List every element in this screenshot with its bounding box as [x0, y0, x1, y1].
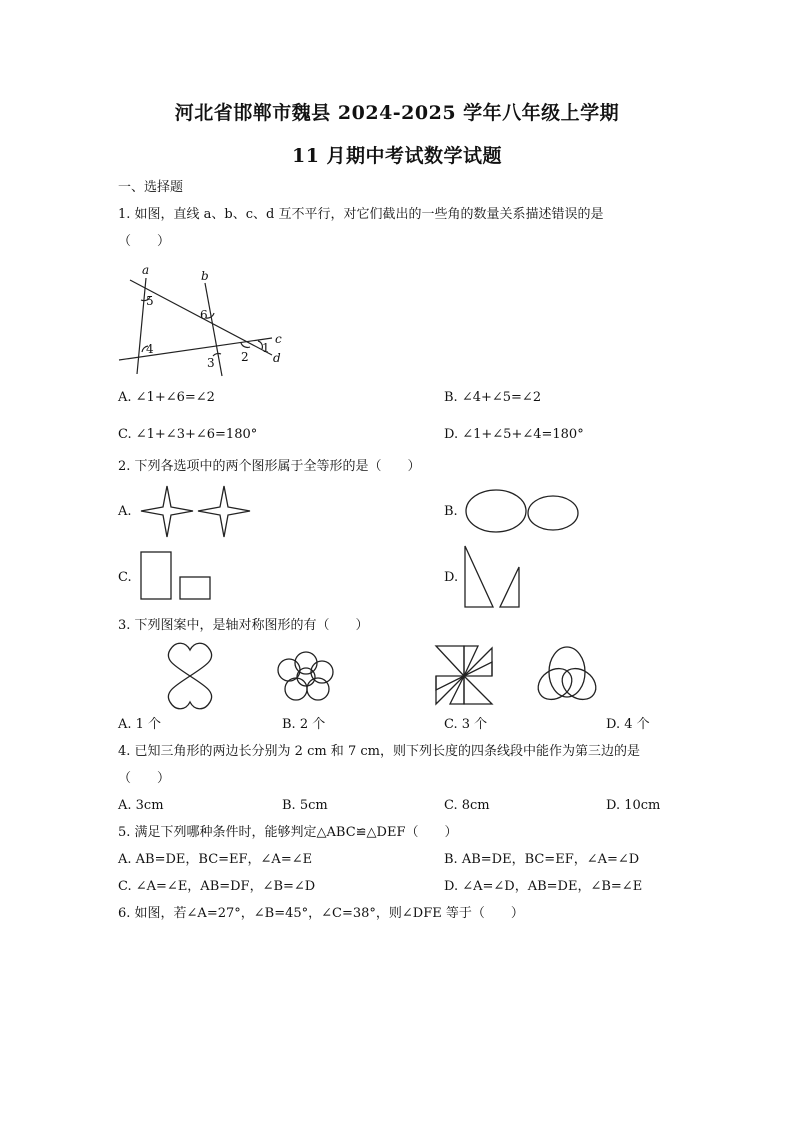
- q1-option-c[interactable]: C. ∠1+∠3+∠6=180°: [118, 427, 258, 442]
- label-6: 6: [200, 308, 208, 322]
- document-title-line2: 11 月期中考试数学试题: [291, 145, 503, 167]
- label-4: 4: [146, 342, 154, 356]
- q1-option-b[interactable]: B. ∠4+∠5=∠2: [444, 390, 542, 405]
- label-2: 2: [241, 350, 249, 364]
- q3-option-c[interactable]: C. 3 个: [444, 717, 488, 732]
- q1-paren: （ ）: [118, 234, 171, 249]
- q2-option-b[interactable]: B.: [444, 504, 458, 519]
- q1-stem: 1. 如图，直线 a、b、c、d 互不平行，对它们截出的一些角的数量关系描述错误的是: [118, 207, 604, 222]
- q4-option-d[interactable]: D. 10cm: [606, 798, 661, 813]
- q2-option-a[interactable]: A.: [118, 504, 132, 519]
- q3-stem: 3. 下列图案中，是轴对称图形的有（ ）: [118, 618, 369, 633]
- pattern-pinwheel: [436, 646, 492, 704]
- document-title-line1: 河北省邯郸市魏县 2024-2025 学年八年级上学期: [174, 102, 620, 124]
- q2-stem: 2. 下列各选项中的两个图形属于全等形的是（ ）: [118, 459, 421, 474]
- q4-option-a[interactable]: A. 3cm: [118, 798, 164, 813]
- q4-paren: （ ）: [118, 771, 171, 786]
- q5-stem: 5. 满足下列哪种条件时，能够判定△ABC≌△DEF（ ）: [118, 825, 458, 840]
- pattern-ovals: [532, 647, 602, 706]
- section-heading: 一、选择题: [118, 180, 184, 195]
- label-1: 1: [262, 341, 270, 355]
- label-b: b: [201, 269, 209, 283]
- label-c: c: [275, 332, 282, 346]
- q1-option-d[interactable]: D. ∠1+∠5+∠4=180°: [444, 427, 584, 442]
- q5-option-d[interactable]: D. ∠A=∠D，AB=DE，∠B=∠E: [444, 879, 643, 894]
- q3-option-a[interactable]: A. 1 个: [118, 717, 162, 732]
- q4-option-b[interactable]: B. 5cm: [282, 798, 328, 813]
- q2-option-c[interactable]: C.: [118, 570, 132, 585]
- q6-stem: 6. 如图，若∠A=27°，∠B=45°，∠C=38°，则∠DFE 等于（ ）: [118, 906, 524, 921]
- label-5: 5: [146, 294, 154, 308]
- q3-option-d[interactable]: D. 4 个: [606, 717, 650, 732]
- pattern-leaf: [168, 643, 211, 709]
- q3-option-b[interactable]: B. 2 个: [282, 717, 326, 732]
- q5-option-b[interactable]: B. AB=DE，BC=EF，∠A=∠D: [444, 852, 640, 867]
- q5-option-a[interactable]: A. AB=DE，BC=EF，∠A=∠E: [118, 852, 313, 867]
- q4-stem: 4. 已知三角形的两边长分别为 2 cm 和 7 cm，则下列长度的四条线段中能作为第三边的是: [118, 744, 640, 759]
- label-d: d: [273, 351, 281, 365]
- pattern-flower: [278, 652, 333, 700]
- label-3: 3: [207, 356, 215, 370]
- label-a: a: [142, 263, 150, 277]
- q5-option-c[interactable]: C. ∠A=∠E，AB=DF，∠B=∠D: [118, 879, 316, 894]
- q2-option-d[interactable]: D.: [444, 570, 459, 585]
- q1-option-a[interactable]: A. ∠1+∠6=∠2: [118, 390, 215, 405]
- q4-option-c[interactable]: C. 8cm: [444, 798, 490, 813]
